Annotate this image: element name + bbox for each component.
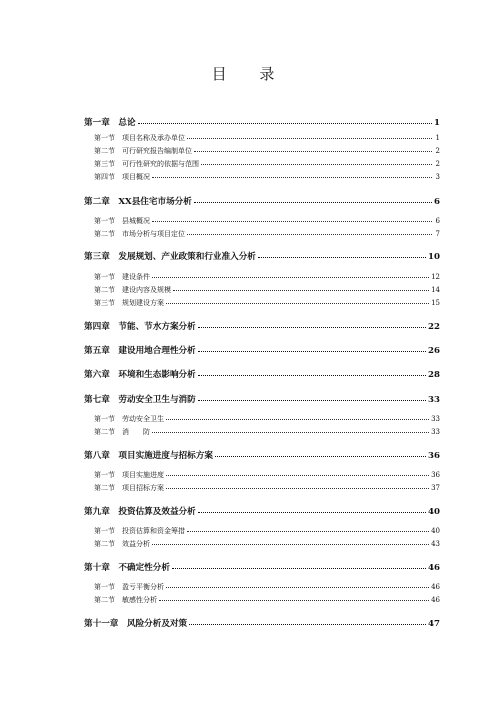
toc-page-number: 1 xyxy=(434,118,440,128)
toc-chapter-row xyxy=(84,195,440,207)
toc-chapter-row xyxy=(84,320,440,332)
toc-page-number: 15 xyxy=(431,299,440,307)
toc-section-row xyxy=(84,414,440,424)
toc-page-number: 47 xyxy=(428,619,440,629)
toc-page-number: 28 xyxy=(428,370,440,380)
toc-chapter-row xyxy=(84,449,440,461)
toc-entry-label: 第一节 县城概况 xyxy=(94,217,150,225)
toc-entry-label: 第一节 盈亏平衡分析 xyxy=(94,583,164,591)
toc-page-number: 33 xyxy=(431,415,440,423)
dot-leader xyxy=(173,290,429,291)
toc-title: 目 录 xyxy=(211,65,289,83)
toc-page-number: 6 xyxy=(434,197,440,207)
toc-page-number: 40 xyxy=(428,507,440,517)
toc-entry-label: 第四章 节能、节水方案分析 xyxy=(84,322,196,332)
toc-entry-label: 第七章 劳动安全卫生与消防 xyxy=(84,395,196,405)
toc-page-number: 37 xyxy=(431,484,440,492)
toc-section-row xyxy=(84,159,440,169)
toc-entry-label: 第二节 市场分析与项目定位 xyxy=(94,230,185,238)
toc-page-number: 46 xyxy=(428,563,440,573)
toc-page-number: 2 xyxy=(435,147,440,155)
toc-chapter-row xyxy=(84,250,440,262)
toc-section-row xyxy=(84,285,440,295)
toc-entry-label: 第五章 建设用地合理性分析 xyxy=(84,346,196,356)
toc-section-row xyxy=(84,595,440,605)
toc-page-number: 26 xyxy=(428,346,440,356)
toc-page-number: 33 xyxy=(428,395,440,405)
dot-leader xyxy=(138,123,432,124)
dot-leader xyxy=(159,600,429,601)
toc-entry-label: 第一节 劳动安全卫生 xyxy=(94,415,164,423)
toc-section-row xyxy=(84,272,440,282)
toc-section-row xyxy=(84,539,440,549)
toc-page-number: 1 xyxy=(435,134,440,142)
toc-page-number: 2 xyxy=(435,160,440,168)
toc-section-row xyxy=(84,172,440,182)
toc-entry-label: 第三节 规划建设方案 xyxy=(94,299,164,307)
toc-page-number: 46 xyxy=(431,596,440,604)
toc-section-row xyxy=(84,427,440,437)
toc-page-number: 6 xyxy=(435,217,440,225)
toc-section-row xyxy=(84,298,440,308)
dot-leader xyxy=(201,164,432,165)
toc-page-number: 7 xyxy=(435,230,440,238)
toc-entry-label: 第二节 建设内容及规模 xyxy=(94,286,171,294)
dot-leader xyxy=(172,568,426,569)
toc-entry-label: 第一节 建设条件 xyxy=(94,273,150,281)
dot-leader xyxy=(198,351,426,352)
toc-chapter-row xyxy=(84,505,440,517)
toc-page-number: 14 xyxy=(431,286,440,294)
toc-page-number: 46 xyxy=(431,583,440,591)
toc-entry-label: 第二节 效益分析 xyxy=(94,540,150,548)
toc-chapter-row xyxy=(84,344,440,356)
toc-entry-label: 第九章 投资估算及效益分析 xyxy=(84,507,196,517)
dot-leader xyxy=(166,488,429,489)
toc-entry-label: 第二节 消 防 xyxy=(94,428,150,436)
dot-leader xyxy=(166,303,429,304)
dot-leader xyxy=(152,221,432,222)
toc-entry-label: 第三章 发展规划、产业政策和行业准入分析 xyxy=(84,252,256,262)
toc-entry-label: 第八章 项目实施进度与招标方案 xyxy=(84,451,213,461)
toc-page-number: 40 xyxy=(431,527,440,535)
toc-section-row xyxy=(84,216,440,226)
toc-chapter-row xyxy=(84,561,440,573)
toc-entry-label: 第二章 XX县住宅市场分析 xyxy=(84,197,192,207)
dot-leader xyxy=(198,327,426,328)
toc-page-number: 10 xyxy=(428,252,440,262)
toc-page-number: 22 xyxy=(428,322,440,332)
toc-entry-label: 第二节 敏感性分析 xyxy=(94,596,157,604)
dot-leader xyxy=(166,587,429,588)
toc-entry-label: 第三节 可行性研究的依据与范围 xyxy=(94,160,199,168)
dot-leader xyxy=(198,375,426,376)
toc-entry-label: 第一节 项目实施进度 xyxy=(94,471,164,479)
toc-page-number: 36 xyxy=(431,471,440,479)
dot-leader xyxy=(152,432,429,433)
dot-leader xyxy=(189,624,426,625)
toc-section-row xyxy=(84,470,440,480)
dot-leader xyxy=(187,234,432,235)
dot-leader xyxy=(152,544,429,545)
toc-page-number: 12 xyxy=(431,273,440,281)
toc-page-number: 3 xyxy=(435,173,440,181)
dot-leader xyxy=(194,202,432,203)
toc-entry-label: 第一节 投资估算和资金筹措 xyxy=(94,527,185,535)
toc-section-row xyxy=(84,526,440,536)
toc-section-row xyxy=(84,582,440,592)
dot-leader xyxy=(187,531,429,532)
toc-chapter-row xyxy=(84,617,440,629)
toc-entry-label: 第十章 不确定性分析 xyxy=(84,563,170,573)
dot-leader xyxy=(215,456,426,457)
toc-chapter-row xyxy=(84,393,440,405)
dot-leader xyxy=(152,277,429,278)
toc-page-number: 33 xyxy=(431,428,440,436)
toc-page-number: 36 xyxy=(428,451,440,461)
dot-leader xyxy=(198,512,426,513)
toc-entry-label: 第四节 项目概况 xyxy=(94,173,150,181)
dot-leader xyxy=(198,400,426,401)
toc-entry-label: 第二节 项目招标方案 xyxy=(94,484,164,492)
toc-chapter-row xyxy=(84,368,440,380)
toc-section-row xyxy=(84,146,440,156)
toc-chapter-row xyxy=(84,116,440,128)
toc-section-row xyxy=(84,229,440,239)
dot-leader xyxy=(258,257,426,258)
toc-entry-label: 第二节 可行研究报告编制单位 xyxy=(94,147,192,155)
toc-section-row xyxy=(84,133,440,143)
toc-entry-label: 第一章 总论 xyxy=(84,118,136,128)
toc-entry-label: 第一节 项目名称及承办单位 xyxy=(94,134,185,142)
dot-leader xyxy=(194,151,432,152)
toc-entry-label: 第十一章 风险分析及对策 xyxy=(84,619,188,629)
toc-page-number: 43 xyxy=(431,540,440,548)
dot-leader xyxy=(152,177,432,178)
toc-section-row xyxy=(84,483,440,493)
dot-leader xyxy=(166,419,429,420)
toc-entry-label: 第六章 环境和生态影响分析 xyxy=(84,370,196,380)
dot-leader xyxy=(187,138,432,139)
dot-leader xyxy=(166,475,429,476)
